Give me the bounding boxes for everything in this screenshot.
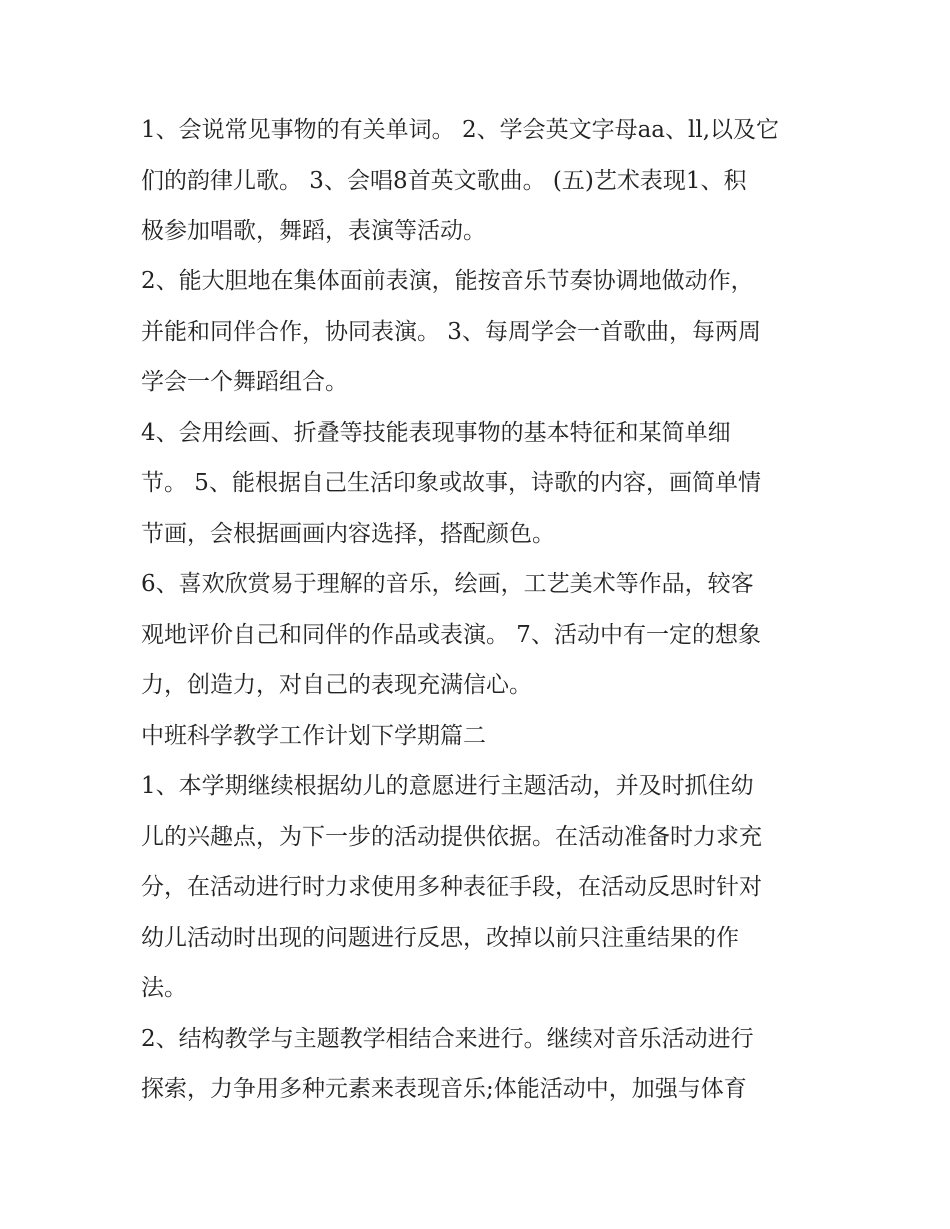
text-line-18: 法。 [141,975,187,1001]
text-line-14: 1、本学期继续根据幼儿的意愿进行主题活动，并及时抓住幼 [141,773,754,799]
text-line-12: 力，创造力，对自己的表现充满信心。 [141,672,532,698]
text-line-8: 节。 5、能根据自己生活印象或故事，诗歌的内容，画简单情 [141,470,761,496]
text-line-9: 节画，会根据画画内容选择，搭配颜色。 [141,521,555,547]
text-line-7: 4、会用绘画、折叠等技能表现事物的基本特征和某简单细 [141,420,731,446]
text-line-15: 儿的兴趣点，为下一步的活动提供依据。在活动准备时力求充 [141,824,762,850]
text-line-4: 2、能大胆地在集体面前表演，能按音乐节奏协调地做动作， [141,268,754,294]
text-line-19: 2、结构教学与主题教学相结合来进行。继续对音乐活动进行 [141,1026,754,1052]
text-line-20: 探索，力争用多种元素来表现音乐;体能活动中，加强与体育 [141,1076,747,1102]
text-line-17: 幼儿活动时出现的问题进行反思，改掉以前只注重结果的作 [141,925,739,951]
text-line-1: 1、会说常见事物的有关单词。 2、学会英文字母aa、ll,以及它 [141,117,780,143]
text-line-10: 6、喜欢欣赏易于理解的音乐，绘画，工艺美术等作品，较客 [141,571,754,597]
text-line-2: 们的韵律儿歌。 3、会唱8首英文歌曲。 (五)艺术表现1、积 [141,168,747,194]
section-heading: 中班科学教学工作计划下学期篇二 [141,723,486,749]
text-line-3: 极参加唱歌，舞蹈，表演等活动。 [141,218,486,244]
text-line-5: 并能和同伴合作，协同表演。 3、每周学会一首歌曲，每两周 [141,319,761,345]
text-line-11: 观地评价自己和同伴的作品或表演。 7、活动中有一定的想象 [141,622,761,648]
text-line-6: 学会一个舞蹈组合。 [141,369,348,395]
text-line-16: 分，在活动进行时力求使用多种表征手段，在活动反思时针对 [141,874,762,900]
